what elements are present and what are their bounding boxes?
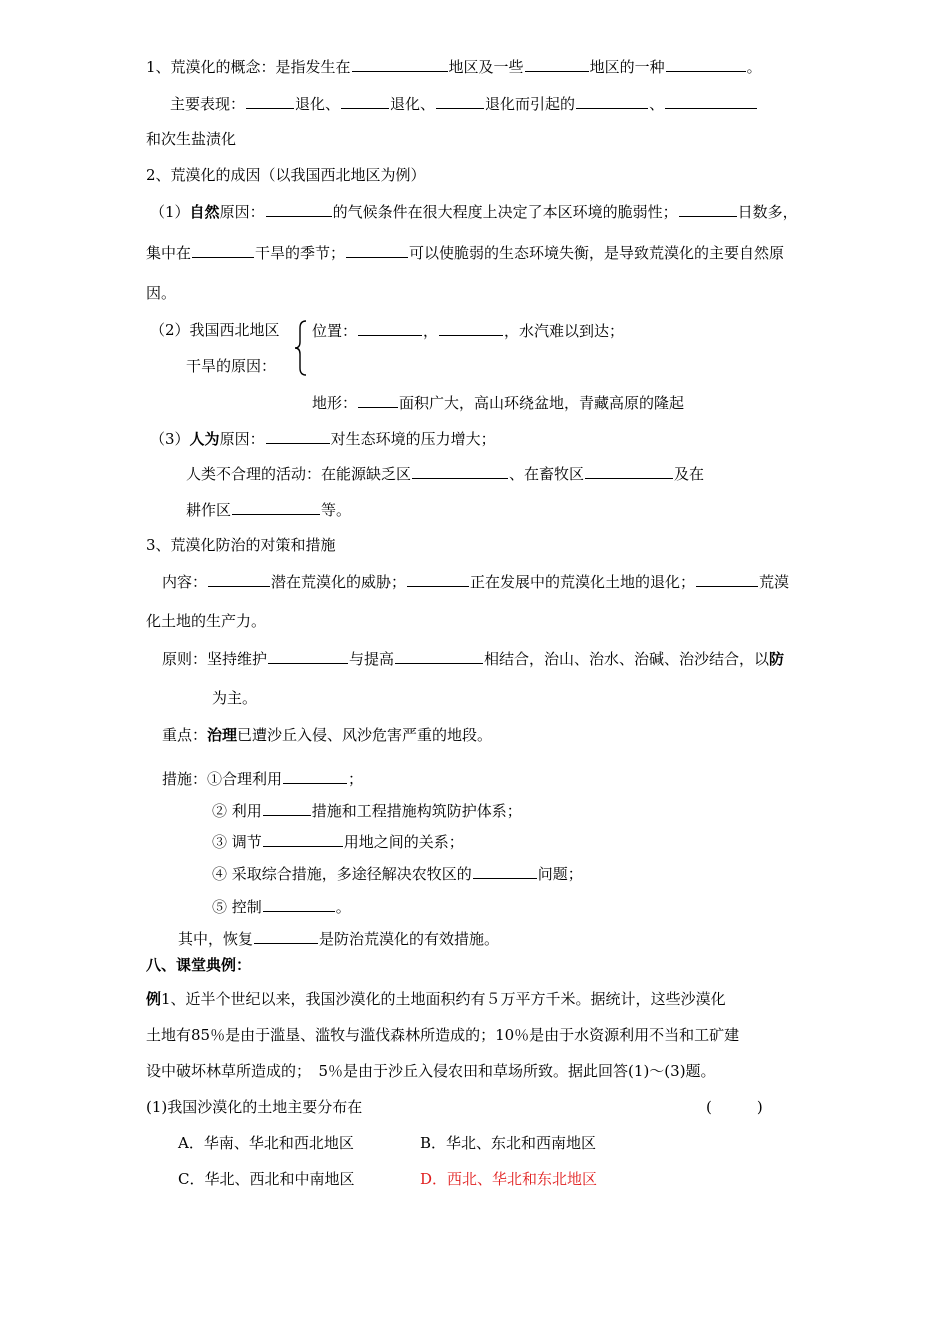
blank-field[interactable] (407, 571, 469, 587)
section-2-heading: 2、荒漠化的成因（以我国西北地区为例） (146, 166, 426, 184)
text: 已遭沙丘入侵、风沙危害严重的地段。 (237, 726, 493, 744)
text: 正在发展中的荒漠化土地的退化； (470, 573, 696, 591)
option-d[interactable]: D．西北、华北和东北地区 (420, 1170, 598, 1188)
example-line-3: 设中破坏林草所造成的； 5％是由于沙丘入侵农田和草场所致。据此回答(1)～(3)题。 (146, 1062, 716, 1080)
text: 、 (649, 95, 665, 113)
bold-text: 治理 (207, 726, 238, 744)
text: 及在 (674, 465, 705, 483)
text: 的气候条件在很大程度上决定了本区环境的脆弱性； (332, 203, 678, 221)
blank-field[interactable] (246, 93, 294, 109)
content-line-2: 化土地的生产力。 (146, 612, 267, 630)
text: 退化、 (295, 95, 341, 113)
text: 位置： (312, 322, 358, 340)
text: 相结合，治山、治水、治碱、治沙结合，以 (484, 650, 770, 668)
text: 地形： (312, 394, 358, 412)
blank-field[interactable] (263, 896, 335, 912)
principle-line (162, 648, 784, 669)
text: 与提高 (349, 650, 395, 668)
text: 原因： (219, 203, 265, 221)
measure-3 (212, 831, 464, 852)
section-3-heading: 3、荒漠化防治的对策和措施 (146, 536, 336, 554)
blank-field[interactable] (192, 242, 254, 258)
text: ② 利用 (212, 802, 262, 820)
blank-field[interactable] (263, 800, 311, 816)
bold-text: 自然 (189, 203, 220, 221)
blank-field[interactable] (268, 648, 348, 664)
text: 措施和工程措施构筑防护体系； (311, 802, 522, 820)
text: 1、荒漠化的概念：是指发生在 (146, 58, 351, 76)
text: 内容： (162, 573, 208, 591)
text: 荒漠 (759, 573, 790, 591)
section-8-heading: 八、课堂典例： (146, 956, 252, 974)
natural-cause-line-2 (146, 242, 784, 263)
bold-text: 人为 (189, 430, 220, 448)
blank-field[interactable] (232, 499, 320, 515)
northwest-label: （2）我国西北地区 (150, 321, 280, 339)
blank-field[interactable] (254, 928, 318, 944)
text: （1） (150, 203, 190, 221)
blank-field[interactable] (358, 392, 398, 408)
blank-field[interactable] (208, 571, 270, 587)
natural-cause-line-3: 因。 (146, 284, 177, 302)
text: 等。 (321, 501, 352, 519)
principle-cont: 为主。 (212, 689, 258, 707)
text: 面积广大，高山环绕盆地，青藏高原的隆起 (399, 394, 685, 412)
human-cause-line (150, 428, 496, 449)
content-line-1 (162, 571, 789, 592)
terrain-line (312, 392, 684, 413)
text: 集中在 (146, 244, 192, 262)
measure-1 (162, 768, 363, 789)
text: 日数多， (737, 203, 798, 221)
text: 主要表现： (170, 95, 246, 113)
blank-field[interactable] (576, 93, 648, 109)
answer-paren: ( ) (706, 1098, 763, 1116)
blank-field[interactable] (473, 863, 537, 879)
text: ； (348, 770, 364, 788)
blank-field[interactable] (679, 201, 737, 217)
text: 人类不合理的活动：在能源缺乏区 (186, 465, 412, 483)
blank-field[interactable] (696, 571, 758, 587)
human-activity-line-1 (186, 463, 704, 484)
blank-field[interactable] (436, 93, 484, 109)
blank-field[interactable] (525, 56, 589, 72)
text: 原则：坚持维护 (162, 650, 268, 668)
text: （3） (150, 430, 190, 448)
blank-field[interactable] (266, 201, 332, 217)
text: 对生态环境的压力增大； (330, 430, 496, 448)
example-line-2: 土地有85％是由于滥垦、滥牧与滥伐森林所造成的；10％是由于水资源利用不当和工矿建 (146, 1026, 740, 1044)
text: 是防治荒漠化的有效措施。 (319, 930, 500, 948)
text: ⑤ 控制 (212, 898, 262, 916)
blank-field[interactable] (585, 463, 673, 479)
text: 退化、 (390, 95, 436, 113)
blank-field[interactable] (666, 56, 746, 72)
text: ，水汽难以到达； (504, 322, 625, 340)
text: ③ 调节 (212, 833, 262, 851)
text: 。 (746, 58, 762, 76)
option-c[interactable]: C．华北、西北和中南地区 (178, 1170, 355, 1188)
text: ④ 采取综合措施，多途径解决农牧区的 (212, 865, 472, 883)
manifestation-cont: 和次生盐渍化 (146, 130, 237, 148)
text: 耕作区 (186, 501, 232, 519)
text: 原因： (219, 430, 265, 448)
blank-field[interactable] (395, 648, 483, 664)
text: 用地之间的关系； (343, 833, 464, 851)
restore-line (178, 928, 499, 949)
option-b[interactable]: B．华北、东北和西南地区 (420, 1134, 597, 1152)
example-line-1 (146, 989, 726, 1009)
text: 、在畜牧区 (509, 465, 585, 483)
text: 潜在荒漠化的威胁； (271, 573, 407, 591)
text: 措施：①合理利用 (162, 770, 283, 788)
blank-field[interactable] (263, 831, 343, 847)
text: 退化而引起的 (485, 95, 576, 113)
key-point-line (162, 725, 492, 745)
human-activity-line-2 (186, 499, 351, 520)
text: 重点： (162, 726, 208, 744)
text: 其中，恢复 (178, 930, 254, 948)
text: 可以使脆弱的生态环境失衡，是导致荒漠化的主要自然原 (409, 244, 785, 262)
option-a[interactable]: A．华南、华北和西北地区 (178, 1134, 354, 1152)
blank-field[interactable] (341, 93, 389, 109)
blank-field[interactable] (358, 320, 422, 336)
blank-field[interactable] (665, 93, 757, 109)
measure-4 (212, 863, 583, 884)
measure-5 (212, 896, 351, 917)
curly-brace-icon (294, 320, 308, 376)
position-line (312, 320, 624, 341)
drought-cause-label: 干旱的原因： (186, 357, 277, 375)
blank-field[interactable] (352, 56, 448, 72)
blank-field[interactable] (283, 768, 347, 784)
question-1: (1)我国沙漠化的土地主要分布在 (146, 1098, 363, 1116)
text: 1、近半个世纪以来，我国沙漠化的土地面积约有５万平方千米。据统计，这些沙漠化 (161, 990, 726, 1008)
blank-field[interactable] (412, 463, 508, 479)
bold-text: 例 (146, 990, 162, 1008)
text: 地区及一些 (448, 58, 524, 76)
measure-2 (212, 800, 522, 821)
text: 问题； (537, 865, 583, 883)
text: 。 (335, 898, 351, 916)
manifestation-line (170, 93, 758, 114)
text: 干旱的季节； (255, 244, 346, 262)
text: ， (423, 322, 439, 340)
blank-field[interactable] (439, 320, 503, 336)
blank-field[interactable] (266, 428, 330, 444)
text: 地区的一种 (589, 58, 665, 76)
blank-field[interactable] (346, 242, 408, 258)
concept-line (146, 56, 762, 77)
natural-cause-line-1 (150, 201, 798, 222)
bold-text: 防 (769, 650, 785, 668)
